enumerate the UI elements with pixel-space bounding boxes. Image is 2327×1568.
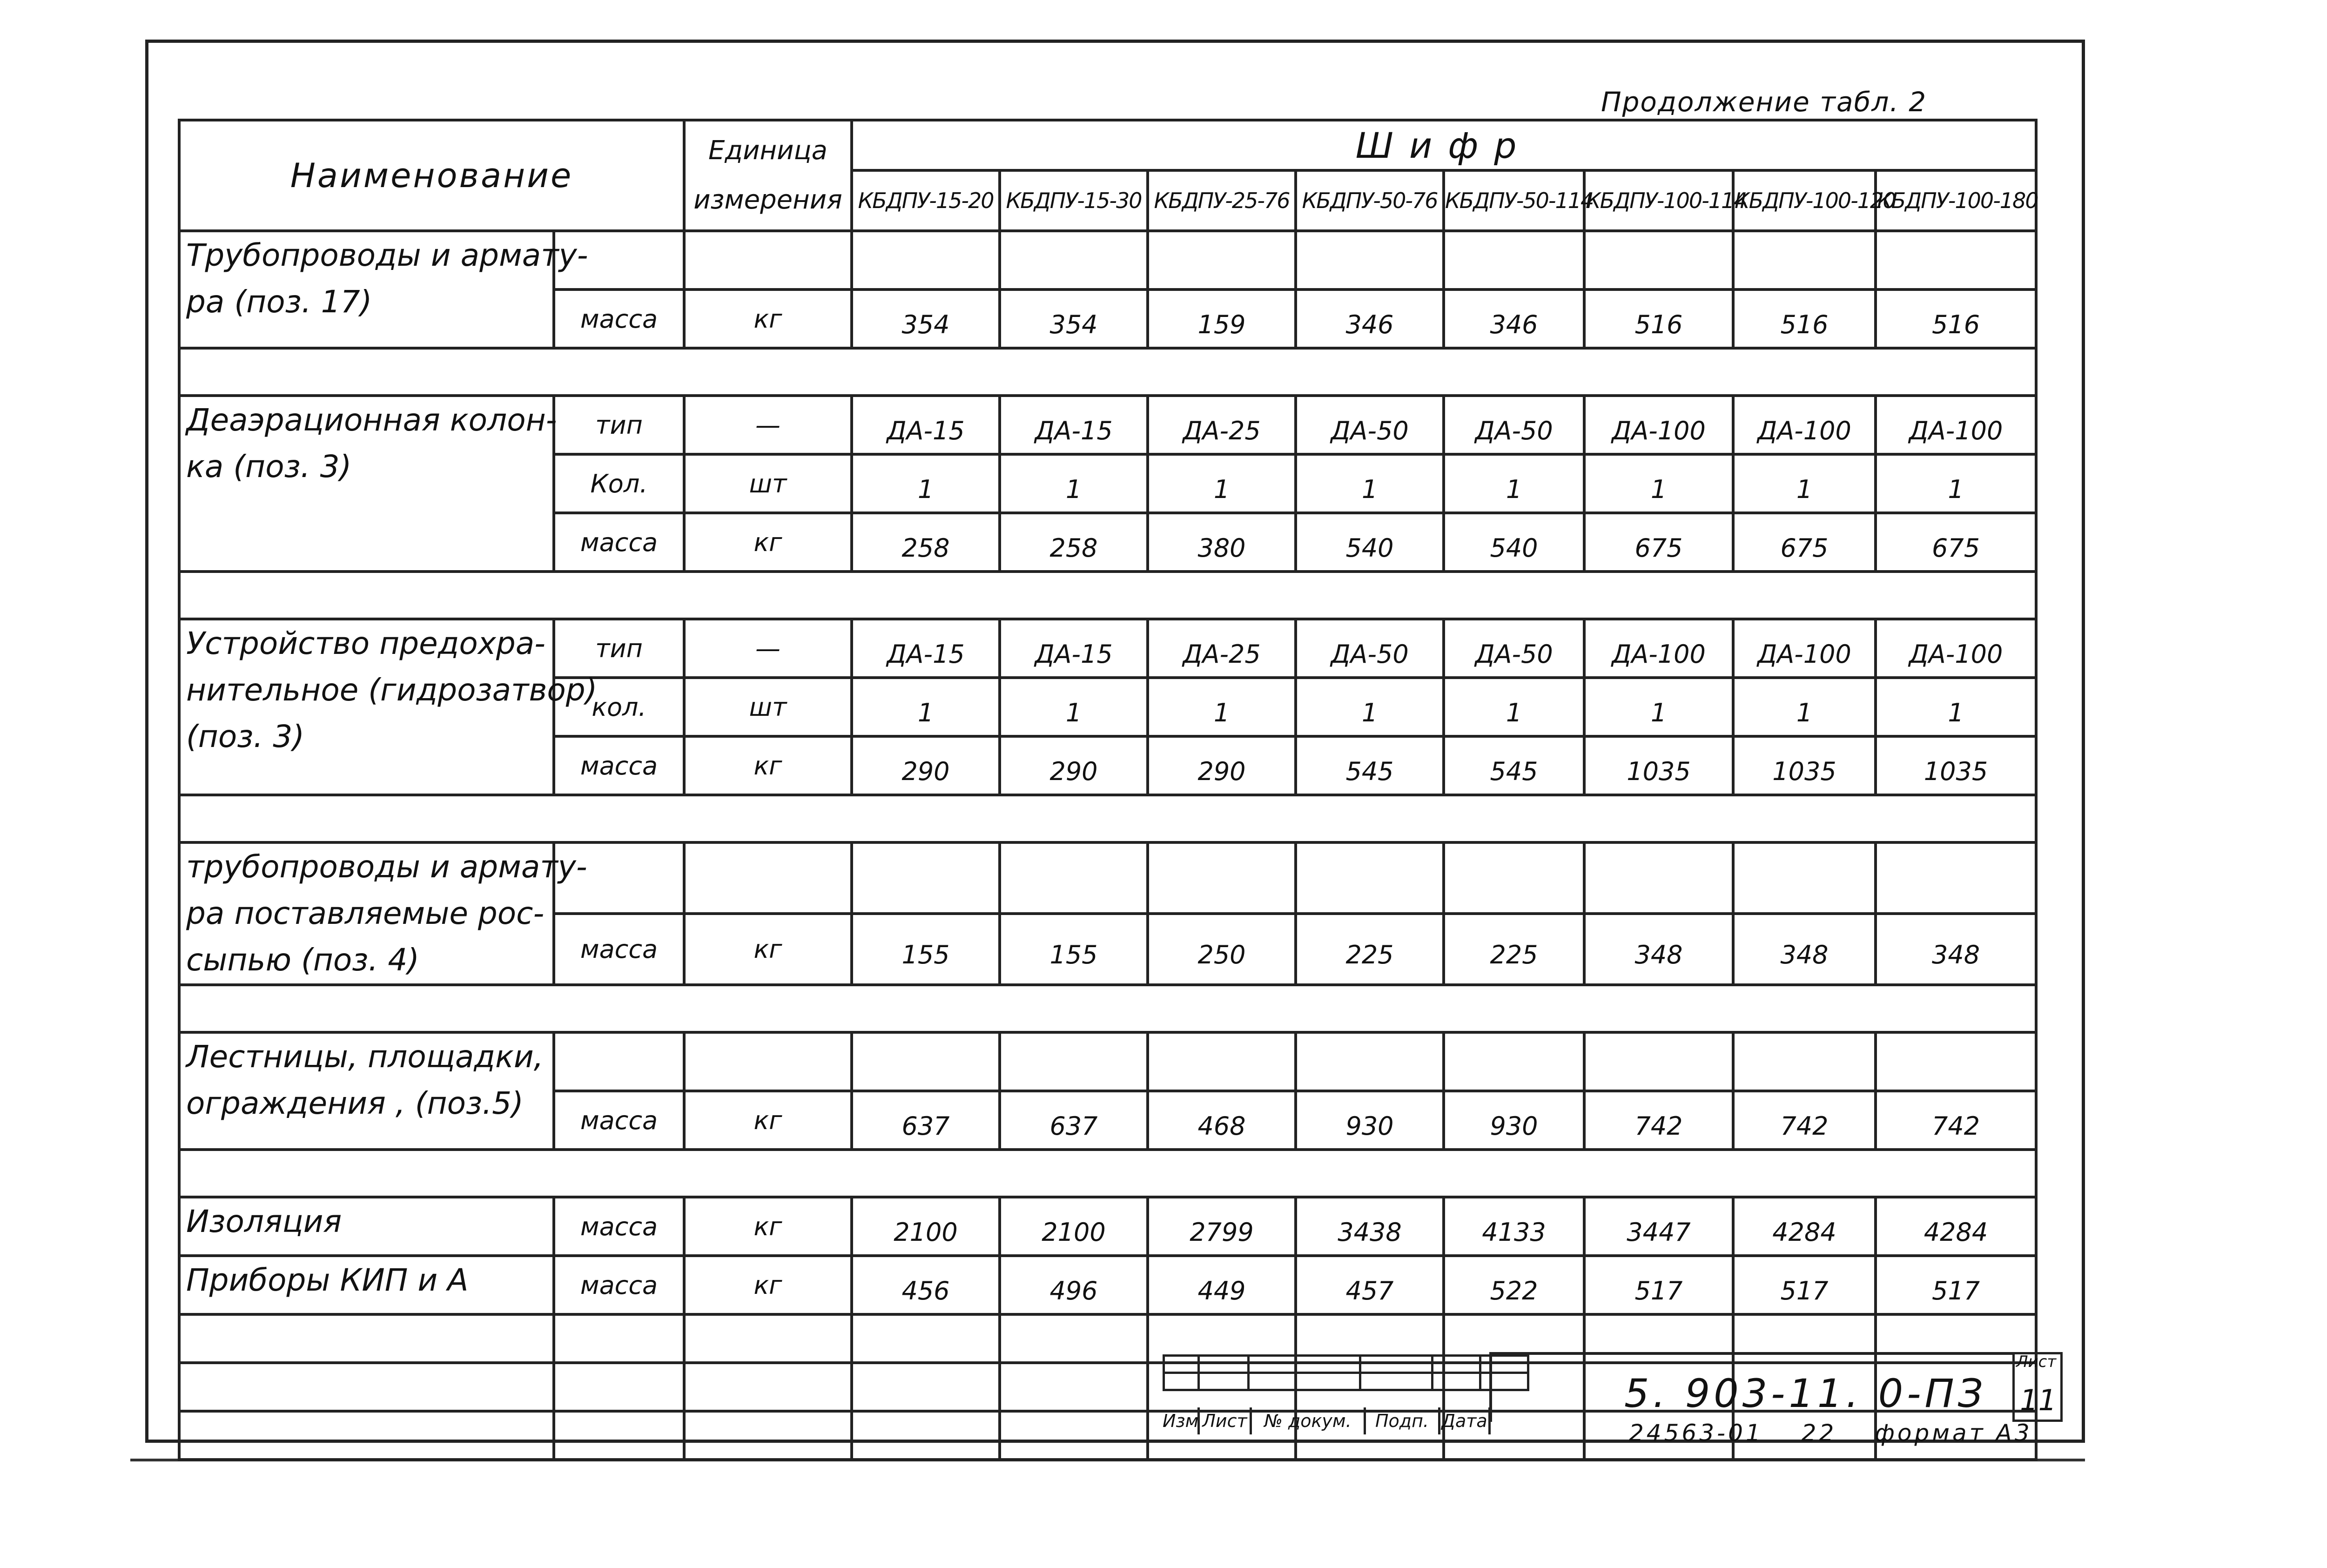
value-cell: 290: [1000, 736, 1148, 795]
param-cell: тип: [554, 619, 684, 678]
header-code: КБДПУ-25-76: [1148, 170, 1296, 231]
spacer-row: [179, 1150, 2036, 1197]
value-cell: 517: [1733, 1256, 1876, 1314]
value-cell: 225: [1444, 914, 1584, 985]
value-cell: [1444, 842, 1584, 914]
value-cell: [1296, 1032, 1444, 1091]
value-cell: 517: [1876, 1256, 2036, 1314]
param-cell: масса: [554, 736, 684, 795]
value-cell: 3438: [1296, 1197, 1444, 1256]
spacer-row: [179, 572, 2036, 619]
value-cell: 1035: [1733, 736, 1876, 795]
empty-cell: [554, 1363, 684, 1411]
value-cell: 675: [1733, 513, 1876, 572]
empty-cell: [179, 1363, 554, 1411]
value-cell: [852, 231, 1000, 289]
unit-cell: кг: [684, 1256, 852, 1314]
value-cell: 4284: [1733, 1197, 1876, 1256]
value-cell: 2100: [852, 1197, 1000, 1256]
spacer-row: [179, 348, 2036, 396]
value-cell: [1733, 842, 1876, 914]
item-name-line: (поз. 3): [186, 719, 305, 754]
value-cell: 522: [1444, 1256, 1584, 1314]
value-cell: [1876, 842, 2036, 914]
unit-cell: шт: [684, 454, 852, 513]
header-code: КБДПУ-50-76: [1296, 170, 1444, 231]
unit-cell: [684, 231, 852, 289]
param-cell: масса: [554, 1256, 684, 1314]
unit-cell: кг: [684, 914, 852, 985]
header-code: КБДПУ-100-114: [1584, 170, 1733, 231]
item-name-line: ра (поз. 17): [186, 284, 372, 320]
param-cell: масса: [554, 513, 684, 572]
specification-table: [178, 119, 2038, 1461]
value-cell: 258: [1000, 513, 1148, 572]
value-cell: [1296, 231, 1444, 289]
value-cell: 1: [1876, 454, 2036, 513]
label-document: № докум.: [1252, 1407, 1366, 1434]
item-name-line: сыпью (поз. 4): [186, 942, 420, 978]
value-cell: 2799: [1148, 1197, 1296, 1256]
value-cell: [1444, 1032, 1584, 1091]
value-cell: 1: [1000, 454, 1148, 513]
value-cell: 545: [1296, 736, 1444, 795]
value-cell: [1876, 231, 2036, 289]
value-cell: 1: [1876, 678, 2036, 736]
table-row: [179, 842, 2036, 914]
value-cell: 354: [852, 289, 1000, 348]
param-cell: [554, 1032, 684, 1091]
value-cell: 3447: [1584, 1197, 1733, 1256]
value-cell: ДА-50: [1444, 396, 1584, 454]
value-cell: 155: [852, 914, 1000, 985]
spacer-row: [179, 795, 2036, 842]
value-cell: 4284: [1876, 1197, 2036, 1256]
value-cell: ДА-25: [1148, 619, 1296, 678]
item-name-line: Трубопроводы и армату-: [186, 237, 588, 273]
unit-cell: —: [684, 396, 852, 454]
value-cell: [1876, 1032, 2036, 1091]
empty-cell: [852, 1411, 1000, 1460]
header-code: КБДПУ-100-180: [1876, 170, 2036, 231]
value-cell: [1000, 231, 1148, 289]
value-cell: [1296, 842, 1444, 914]
value-cell: 1: [1296, 678, 1444, 736]
value-cell: ДА-100: [1733, 619, 1876, 678]
value-cell: [852, 1032, 1000, 1091]
sheet-label: Лист: [2016, 1353, 2057, 1371]
value-cell: 1: [1444, 454, 1584, 513]
archive-number: 24563-01: [1629, 1420, 1763, 1447]
value-cell: 468: [1148, 1091, 1296, 1150]
value-cell: ДА-50: [1296, 396, 1444, 454]
value-cell: 290: [852, 736, 1000, 795]
value-cell: 159: [1148, 289, 1296, 348]
value-cell: 1: [852, 454, 1000, 513]
value-cell: 346: [1296, 289, 1444, 348]
header-unit-line1: Единица: [708, 135, 827, 166]
empty-cell: [684, 1363, 852, 1411]
value-cell: ДА-15: [852, 396, 1000, 454]
value-cell: [1000, 842, 1148, 914]
value-cell: ДА-50: [1296, 619, 1444, 678]
item-name-line: трубопроводы и армату-: [186, 849, 587, 885]
paper-format: формат А3: [1875, 1420, 2032, 1447]
spacer-cell: [179, 1150, 2036, 1197]
item-name-line: ка (поз. 3): [186, 449, 352, 485]
value-cell: 1: [1148, 678, 1296, 736]
param-cell: масса: [554, 914, 684, 985]
value-cell: 1: [1444, 678, 1584, 736]
table-row: [179, 1256, 2036, 1314]
unit-cell: кг: [684, 1091, 852, 1150]
archive-page: 22: [1801, 1420, 1837, 1447]
param-cell: масса: [554, 1197, 684, 1256]
value-cell: ДА-100: [1876, 396, 2036, 454]
header-code: КБДПУ-50-114: [1444, 170, 1584, 231]
value-cell: 675: [1876, 513, 2036, 572]
value-cell: 354: [1000, 289, 1148, 348]
value-cell: ДА-15: [1000, 619, 1148, 678]
empty-cell: [1000, 1411, 1148, 1460]
value-cell: 155: [1000, 914, 1148, 985]
label-date: Дата: [1440, 1407, 1491, 1434]
value-cell: 225: [1296, 914, 1444, 985]
empty-cell: [852, 1363, 1000, 1411]
unit-cell: шт: [684, 678, 852, 736]
item-name-line: нительное (гидрозатвор): [186, 672, 598, 708]
value-cell: 457: [1296, 1256, 1444, 1314]
param-cell: масса: [554, 289, 684, 348]
value-cell: 449: [1148, 1256, 1296, 1314]
value-cell: 1: [1733, 678, 1876, 736]
item-name-cell: [179, 231, 588, 348]
unit-cell: кг: [684, 513, 852, 572]
unit-cell: кг: [684, 736, 852, 795]
param-cell: масса: [554, 1091, 684, 1150]
param-cell: тип: [554, 396, 684, 454]
value-cell: 348: [1584, 914, 1733, 985]
table-row: [179, 396, 2036, 454]
empty-cell: [1000, 1314, 1148, 1363]
value-cell: 1035: [1876, 736, 2036, 795]
table-row: [179, 231, 2036, 289]
value-cell: 346: [1444, 289, 1584, 348]
item-name-cell: [179, 842, 587, 985]
value-cell: 1: [1584, 678, 1733, 736]
spacer-cell: [179, 348, 2036, 396]
value-cell: 1: [1584, 454, 1733, 513]
value-cell: 348: [1876, 914, 2036, 985]
value-cell: [1444, 231, 1584, 289]
header-code: КБДПУ-15-30: [1000, 170, 1148, 231]
header-name: Наименование: [179, 120, 684, 231]
value-cell: 1: [1296, 454, 1444, 513]
value-cell: 675: [1584, 513, 1733, 572]
value-cell: 742: [1733, 1091, 1876, 1150]
value-cell: 540: [1444, 513, 1584, 572]
header-unit-line2: измерения: [693, 185, 842, 215]
value-cell: 1: [852, 678, 1000, 736]
title-block-labels: [1163, 1407, 1491, 1434]
value-cell: 930: [1444, 1091, 1584, 1150]
archive-stamp: [1629, 1420, 2060, 1447]
empty-cell: [179, 1314, 554, 1363]
value-cell: ДА-50: [1444, 619, 1584, 678]
item-name-line: ра поставляемые рос-: [186, 895, 545, 931]
value-cell: ДА-25: [1148, 396, 1296, 454]
value-cell: [1148, 842, 1296, 914]
value-cell: 516: [1876, 289, 2036, 348]
header-code: КБДПУ-100-120: [1733, 170, 1876, 231]
document-code: 5. 903-11. 0-ПЗ: [1624, 1371, 1987, 1416]
value-cell: 742: [1584, 1091, 1733, 1150]
value-cell: ДА-100: [1584, 396, 1733, 454]
value-cell: 1: [1733, 454, 1876, 513]
label-sheet: Лист: [1200, 1407, 1252, 1434]
value-cell: [1584, 1032, 1733, 1091]
sheet-number: 11: [2020, 1383, 2057, 1417]
item-name-cell: Приборы КИП и А: [179, 1256, 554, 1314]
header-code: КБДПУ-15-20: [852, 170, 1000, 231]
value-cell: ДА-100: [1733, 396, 1876, 454]
unit-cell: кг: [684, 1197, 852, 1256]
spacer-cell: [179, 572, 2036, 619]
unit-cell: [684, 842, 852, 914]
value-cell: 516: [1584, 289, 1733, 348]
header-unit: [684, 120, 852, 231]
value-cell: 516: [1733, 289, 1876, 348]
item-name-cell: [179, 1032, 554, 1150]
unit-cell: кг: [684, 289, 852, 348]
value-cell: ДА-15: [1000, 396, 1148, 454]
value-cell: 517: [1584, 1256, 1733, 1314]
item-name-line: Лестницы, площадки,: [186, 1039, 544, 1075]
continuation-label: Продолжение табл. 2: [1601, 86, 1927, 118]
empty-cell: [554, 1314, 684, 1363]
value-cell: ДА-100: [1584, 619, 1733, 678]
value-cell: 540: [1296, 513, 1444, 572]
value-cell: 290: [1148, 736, 1296, 795]
unit-cell: —: [684, 619, 852, 678]
value-cell: 930: [1296, 1091, 1444, 1150]
value-cell: [1584, 231, 1733, 289]
value-cell: [1733, 1032, 1876, 1091]
item-name-cell: [179, 619, 598, 795]
value-cell: 1: [1148, 454, 1296, 513]
value-cell: ДА-100: [1876, 619, 2036, 678]
value-cell: [1000, 1032, 1148, 1091]
spacer-row: [179, 985, 2036, 1032]
table-row: [179, 1197, 2036, 1256]
param-cell: Кол.: [554, 454, 684, 513]
empty-cell: [1000, 1363, 1148, 1411]
table-row: [179, 619, 2036, 678]
empty-cell: [684, 1314, 852, 1363]
value-cell: ДА-15: [852, 619, 1000, 678]
unit-cell: [684, 1032, 852, 1091]
value-cell: [852, 842, 1000, 914]
value-cell: 637: [1000, 1091, 1148, 1150]
value-cell: 545: [1444, 736, 1584, 795]
value-cell: [1148, 231, 1296, 289]
empty-cell: [179, 1411, 554, 1460]
value-cell: 742: [1876, 1091, 2036, 1150]
empty-cell: [684, 1411, 852, 1460]
item-name-cell: Изоляция: [179, 1197, 554, 1256]
item-name-line: Деаэрационная колон-: [186, 402, 557, 438]
label-change: Изм: [1163, 1407, 1200, 1434]
value-cell: 2100: [1000, 1197, 1148, 1256]
header-code-group: Шифр: [852, 120, 2036, 170]
value-cell: 496: [1000, 1256, 1148, 1314]
value-cell: 380: [1148, 513, 1296, 572]
table-row: [179, 1032, 2036, 1091]
value-cell: 258: [852, 513, 1000, 572]
value-cell: 250: [1148, 914, 1296, 985]
item-name-line: Устройство предохра-: [186, 626, 545, 661]
empty-cell: [852, 1314, 1000, 1363]
item-name-cell: [179, 396, 557, 572]
value-cell: 1035: [1584, 736, 1733, 795]
item-name-line: ограждения , (поз.5): [186, 1085, 524, 1121]
value-cell: 348: [1733, 914, 1876, 985]
value-cell: [1733, 231, 1876, 289]
value-cell: 4133: [1444, 1197, 1584, 1256]
value-cell: [1584, 842, 1733, 914]
spacer-cell: [179, 985, 2036, 1032]
value-cell: 1: [1000, 678, 1148, 736]
value-cell: 637: [852, 1091, 1000, 1150]
empty-cell: [554, 1411, 684, 1460]
value-cell: [1148, 1032, 1296, 1091]
param-cell: кол.: [554, 678, 684, 736]
label-signature: Подп.: [1366, 1407, 1440, 1434]
spacer-cell: [179, 795, 2036, 842]
value-cell: 456: [852, 1256, 1000, 1314]
